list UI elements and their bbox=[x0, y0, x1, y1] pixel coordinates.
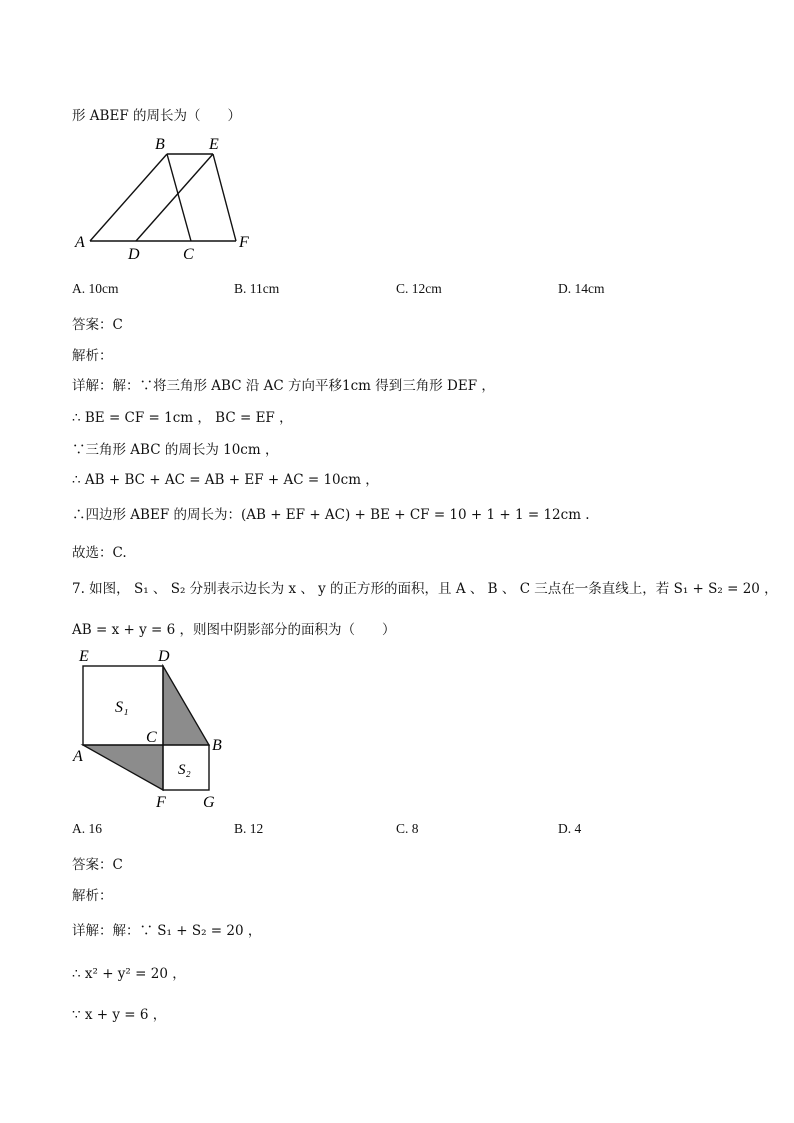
q6-parallelogram-figure bbox=[70, 134, 270, 264]
q7-stem-line-2: AB = x + y = 6 ，则图中阴影部分的面积为（ ） bbox=[72, 622, 396, 638]
q6-analysis-label: 解析： bbox=[72, 348, 113, 364]
q7-label-c: C bbox=[146, 729, 157, 746]
q7-label-a: A bbox=[73, 748, 83, 765]
q6-label-a: A bbox=[75, 234, 85, 251]
q7-answer: 答案：C bbox=[72, 857, 123, 873]
q6-step-5: ∴四边形 ABEF 的周长为：(AB + EF + AC) + BE + CF = 10 + 1 + 1 = 12cm . bbox=[72, 507, 590, 523]
q7-step-2: ∴ x² + y² = 20 ， bbox=[72, 966, 186, 982]
q7-analysis-label: 解析： bbox=[72, 888, 113, 904]
q7-label-f: F bbox=[156, 794, 166, 811]
q6-option-c: C. 12cm bbox=[396, 281, 442, 296]
q7-step-3: ∵ x + y = 6 ， bbox=[72, 1007, 167, 1023]
q6-step-3: ∵三角形 ABC 的周长为 10cm ， bbox=[72, 442, 279, 458]
q7-stem-line-1: 7. 如图， S₁ 、 S₂ 分别表示边长为 x 、 y 的正方形的面积，且 A 、 B 、 C 三点在一条直线上，若 S₁ + S₂ = 20 ， bbox=[72, 581, 778, 597]
q7-option-d: D. 4 bbox=[558, 821, 582, 836]
q6-label-f: F bbox=[239, 234, 249, 251]
q6-option-a: A. 10cm bbox=[72, 281, 119, 296]
q6-label-b: B bbox=[155, 136, 165, 153]
q6-option-b: B. 11cm bbox=[234, 281, 280, 296]
q6-step-1: 详解：解：∵将三角形 ABC 沿 AC 方向平移1cm 得到三角形 DEF ， bbox=[72, 378, 495, 394]
q6-stem-tail: 形 ABEF 的周长为（ ） bbox=[72, 108, 241, 124]
q7-label-g: G bbox=[203, 794, 215, 811]
q6-option-d: D. 14cm bbox=[558, 281, 605, 296]
q7-label-s1: S₁ bbox=[115, 699, 129, 716]
q7-option-c: C. 8 bbox=[396, 821, 419, 836]
q7-option-a: A. 16 bbox=[72, 821, 102, 836]
q6-conclusion: 故选：C. bbox=[72, 545, 127, 561]
q6-label-d: D bbox=[128, 246, 140, 263]
q6-step-2: ∴ BE = CF = 1cm ， BC = EF ， bbox=[72, 410, 293, 426]
q7-label-s2: S₂ bbox=[178, 762, 191, 778]
q6-answer: 答案：C bbox=[72, 317, 123, 333]
q7-step-1: 详解：解：∵ S₁ + S₂ = 20 ， bbox=[72, 923, 262, 939]
q6-step-4: ∴ AB + BC + AC = AB + EF + AC = 10cm ， bbox=[72, 472, 379, 488]
q7-option-b: B. 12 bbox=[234, 821, 264, 836]
q6-label-e: E bbox=[209, 136, 219, 153]
q6-label-c: C bbox=[183, 246, 194, 263]
q7-label-e: E bbox=[79, 648, 89, 665]
q7-label-b: B bbox=[212, 737, 222, 754]
q7-label-d: D bbox=[158, 648, 170, 665]
q7-squares-figure bbox=[70, 644, 250, 814]
